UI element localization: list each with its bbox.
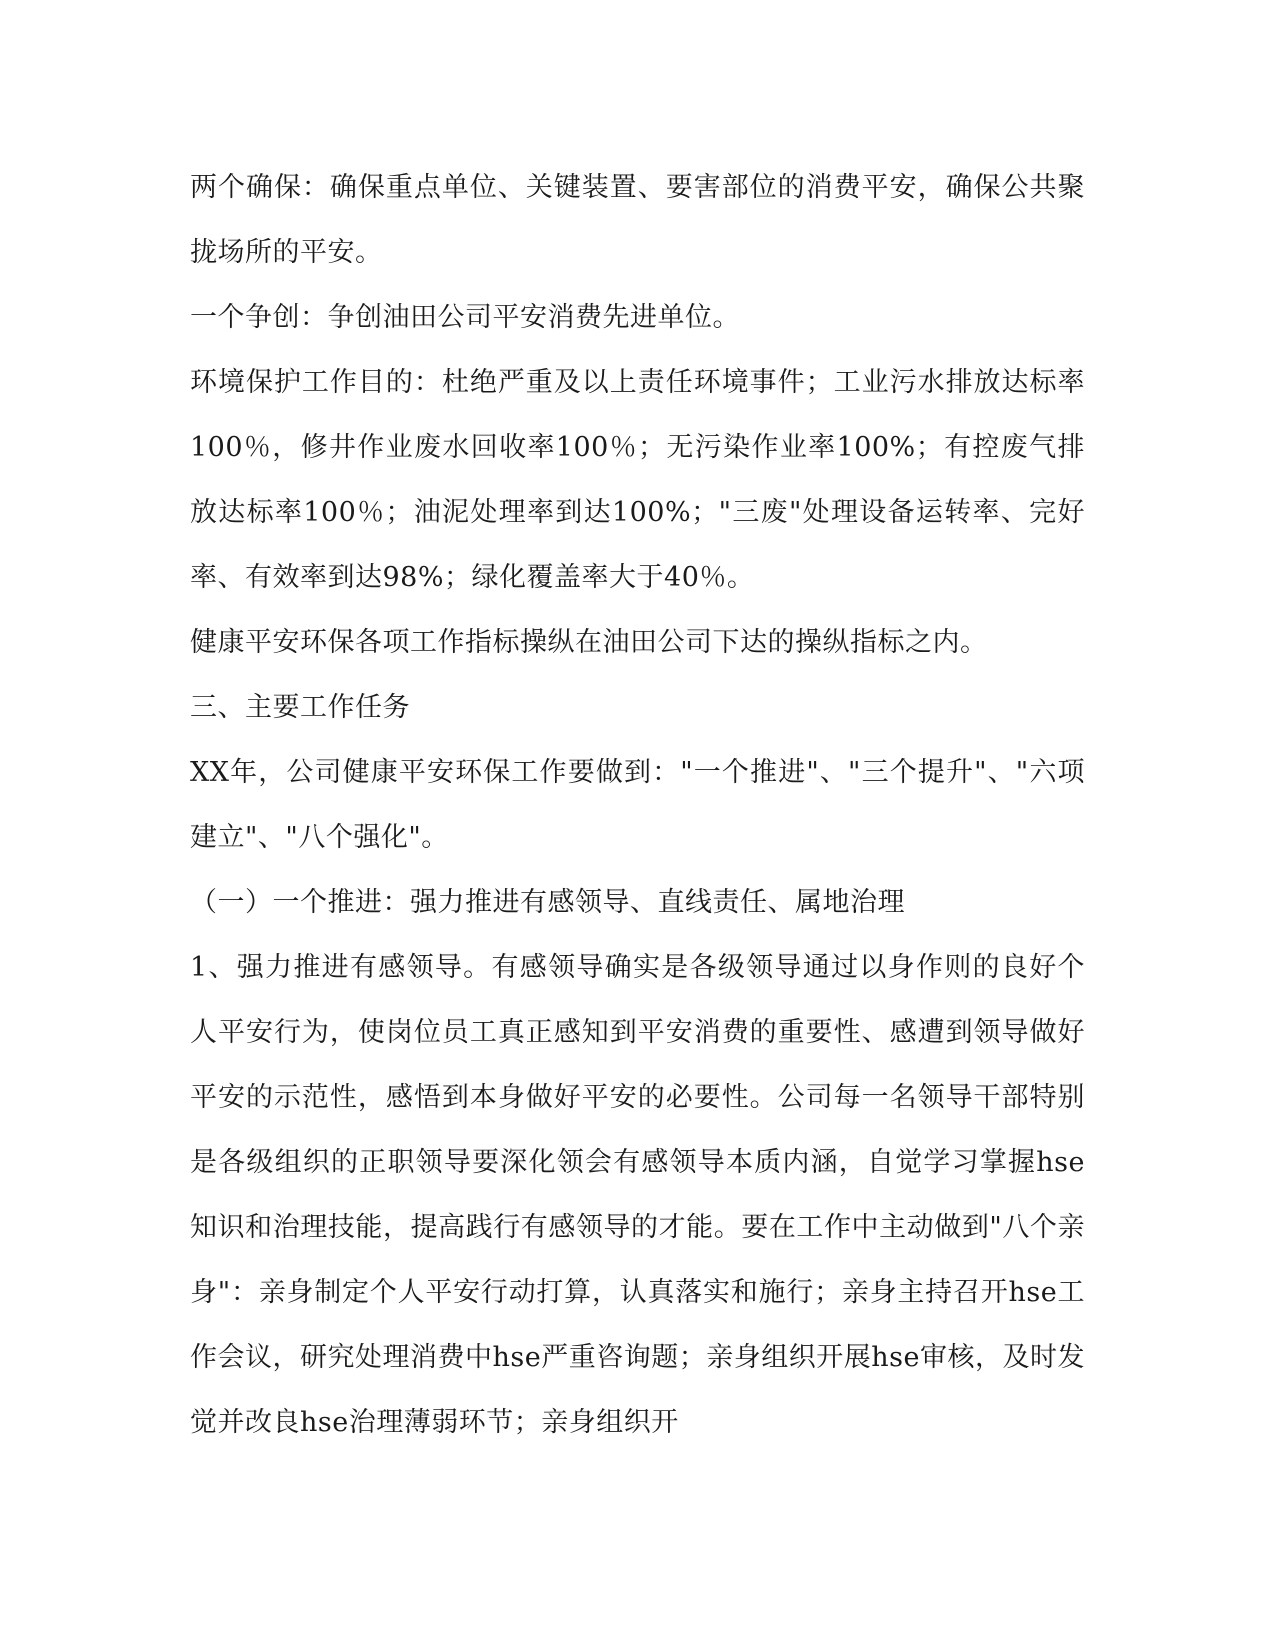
document-body xyxy=(190,155,1085,1455)
section-heading-main-tasks: 三、主要工作任务 xyxy=(190,692,410,723)
paragraph-two-ensures: 两个确保：确保重点单位、关键装置、要害部位的消费平安，确保公共聚拢场所的平安。 xyxy=(190,172,1085,268)
paragraph-environmental-targets: 环境保护工作目的：杜绝严重及以上责任环境事件；工业污水排放达标率100％，修井作业废水回收率100％；无污染作业率100%；有控废气排放达标率100％；油泥处理率到达100%；"三废"处理设备运转率、完好率、有效率到达98%；绿化覆盖率大于40％。 xyxy=(190,367,1085,593)
subsection-heading-one-advance: （一）一个推进：强力推进有感领导、直线责任、属地治理 xyxy=(190,887,905,918)
paragraph-visible-leadership: 1、强力推进有感领导。有感领导确实是各级领导通过以身作则的良好个人平安行为，使岗位员工真正感知到平安消费的重要性、感遭到领导做好平安的示范性，感悟到本身做好平安的必要性。公司每一名领导干部特别是各级组织的正职领导要深化领会有感领导本质内涵，自觉学习掌握hse知识和治理技能，提高践行有感领导的才能。要在工作中主动做到"八个亲身"：亲身制定个人平安行动打算，认真落实和施行；亲身主持召开hse工作会议，研究处理消费中hse严重咨询题；亲身组织开展hse审核，及时发觉并改良hse治理薄弱环节；亲身组织开 xyxy=(190,952,1085,1438)
paragraph-hse-indicators: 健康平安环保各项工作指标操纵在油田公司下达的操纵指标之内。 xyxy=(190,627,988,658)
paragraph-annual-overview: XX年，公司健康平安环保工作要做到："一个推进"、"三个提升"、"六项建立"、"八个强化"。 xyxy=(190,757,1085,853)
paragraph-one-strive: 一个争创：争创油田公司平安消费先进单位。 xyxy=(190,302,740,333)
